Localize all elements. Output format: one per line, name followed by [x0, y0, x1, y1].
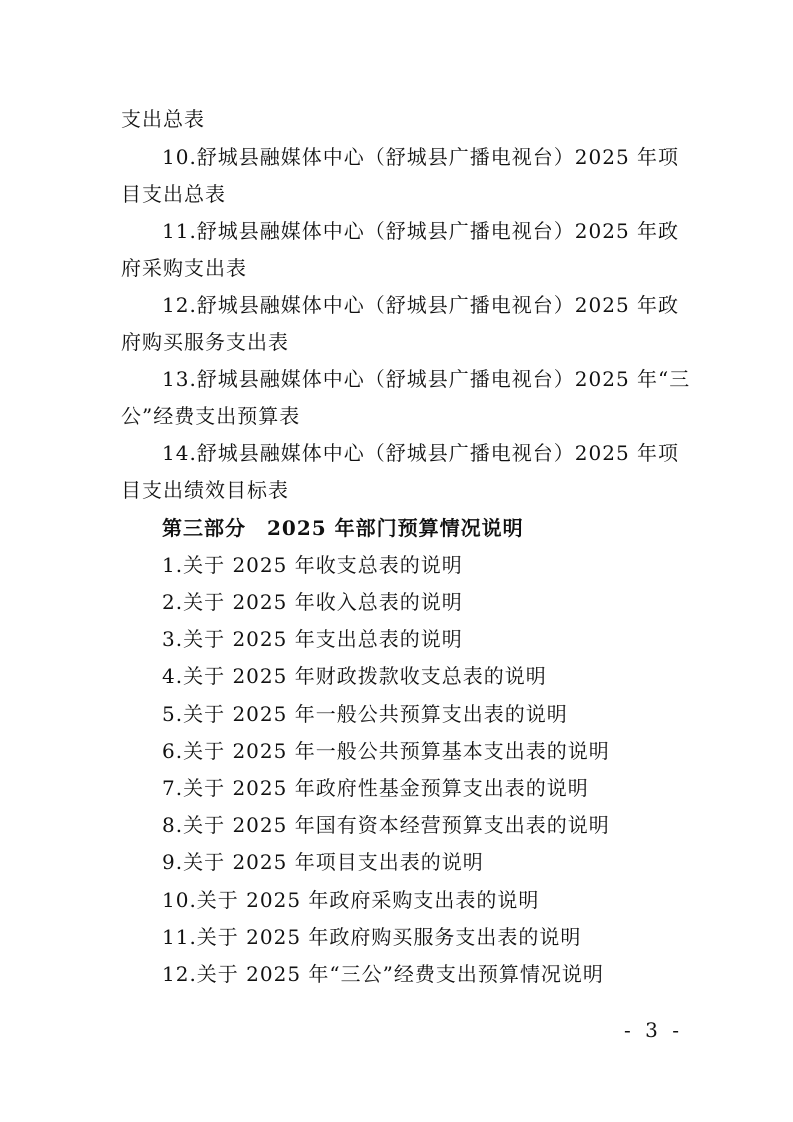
section-item-7: 7.关于 2025 年政府性基金预算支出表的说明: [162, 776, 589, 800]
toc-line-continuation-11: 府采购支出表: [121, 256, 247, 280]
toc-line-14: 14.舒城县融媒体中心（舒城县广播电视台）2025 年项: [162, 441, 680, 465]
section-item-1: 1.关于 2025 年收支总表的说明: [162, 553, 463, 577]
toc-line-continuation-13: 公”经费支出预算表: [121, 404, 301, 428]
toc-line-10: 10.舒城县融媒体中心（舒城县广播电视台）2025 年项: [162, 145, 680, 169]
section-item-8: 8.关于 2025 年国有资本经营预算支出表的说明: [162, 813, 610, 837]
page-number: - 3 -: [624, 1018, 683, 1042]
toc-line-13: 13.舒城县融媒体中心（舒城县广播电视台）2025 年“三: [162, 367, 691, 391]
toc-line-11: 11.舒城县融媒体中心（舒城县广播电视台）2025 年政: [162, 219, 680, 243]
section-item-4: 4.关于 2025 年财政拨款收支总表的说明: [162, 664, 547, 688]
toc-line-continuation-12: 府购买服务支出表: [121, 330, 289, 354]
section-item-5: 5.关于 2025 年一般公共预算支出表的说明: [162, 702, 568, 726]
section-item-10: 10.关于 2025 年政府采购支出表的说明: [162, 888, 540, 912]
section-item-6: 6.关于 2025 年一般公共预算基本支出表的说明: [162, 739, 610, 763]
section-item-12: 12.关于 2025 年“三公”经费支出预算情况说明: [162, 962, 604, 986]
section-item-9: 9.关于 2025 年项目支出表的说明: [162, 850, 484, 874]
toc-line-continuation-9: 支出总表: [121, 107, 205, 131]
toc-line-continuation-10: 目支出总表: [121, 182, 226, 206]
section-item-3: 3.关于 2025 年支出总表的说明: [162, 627, 463, 651]
section-item-11: 11.关于 2025 年政府购买服务支出表的说明: [162, 925, 582, 949]
section-heading: 第三部分 2025 年部门预算情况说明: [162, 516, 524, 540]
toc-line-continuation-14: 目支出绩效目标表: [121, 478, 289, 502]
section-item-2: 2.关于 2025 年收入总表的说明: [162, 590, 463, 614]
toc-line-12: 12.舒城县融媒体中心（舒城县广播电视台）2025 年政: [162, 293, 680, 317]
